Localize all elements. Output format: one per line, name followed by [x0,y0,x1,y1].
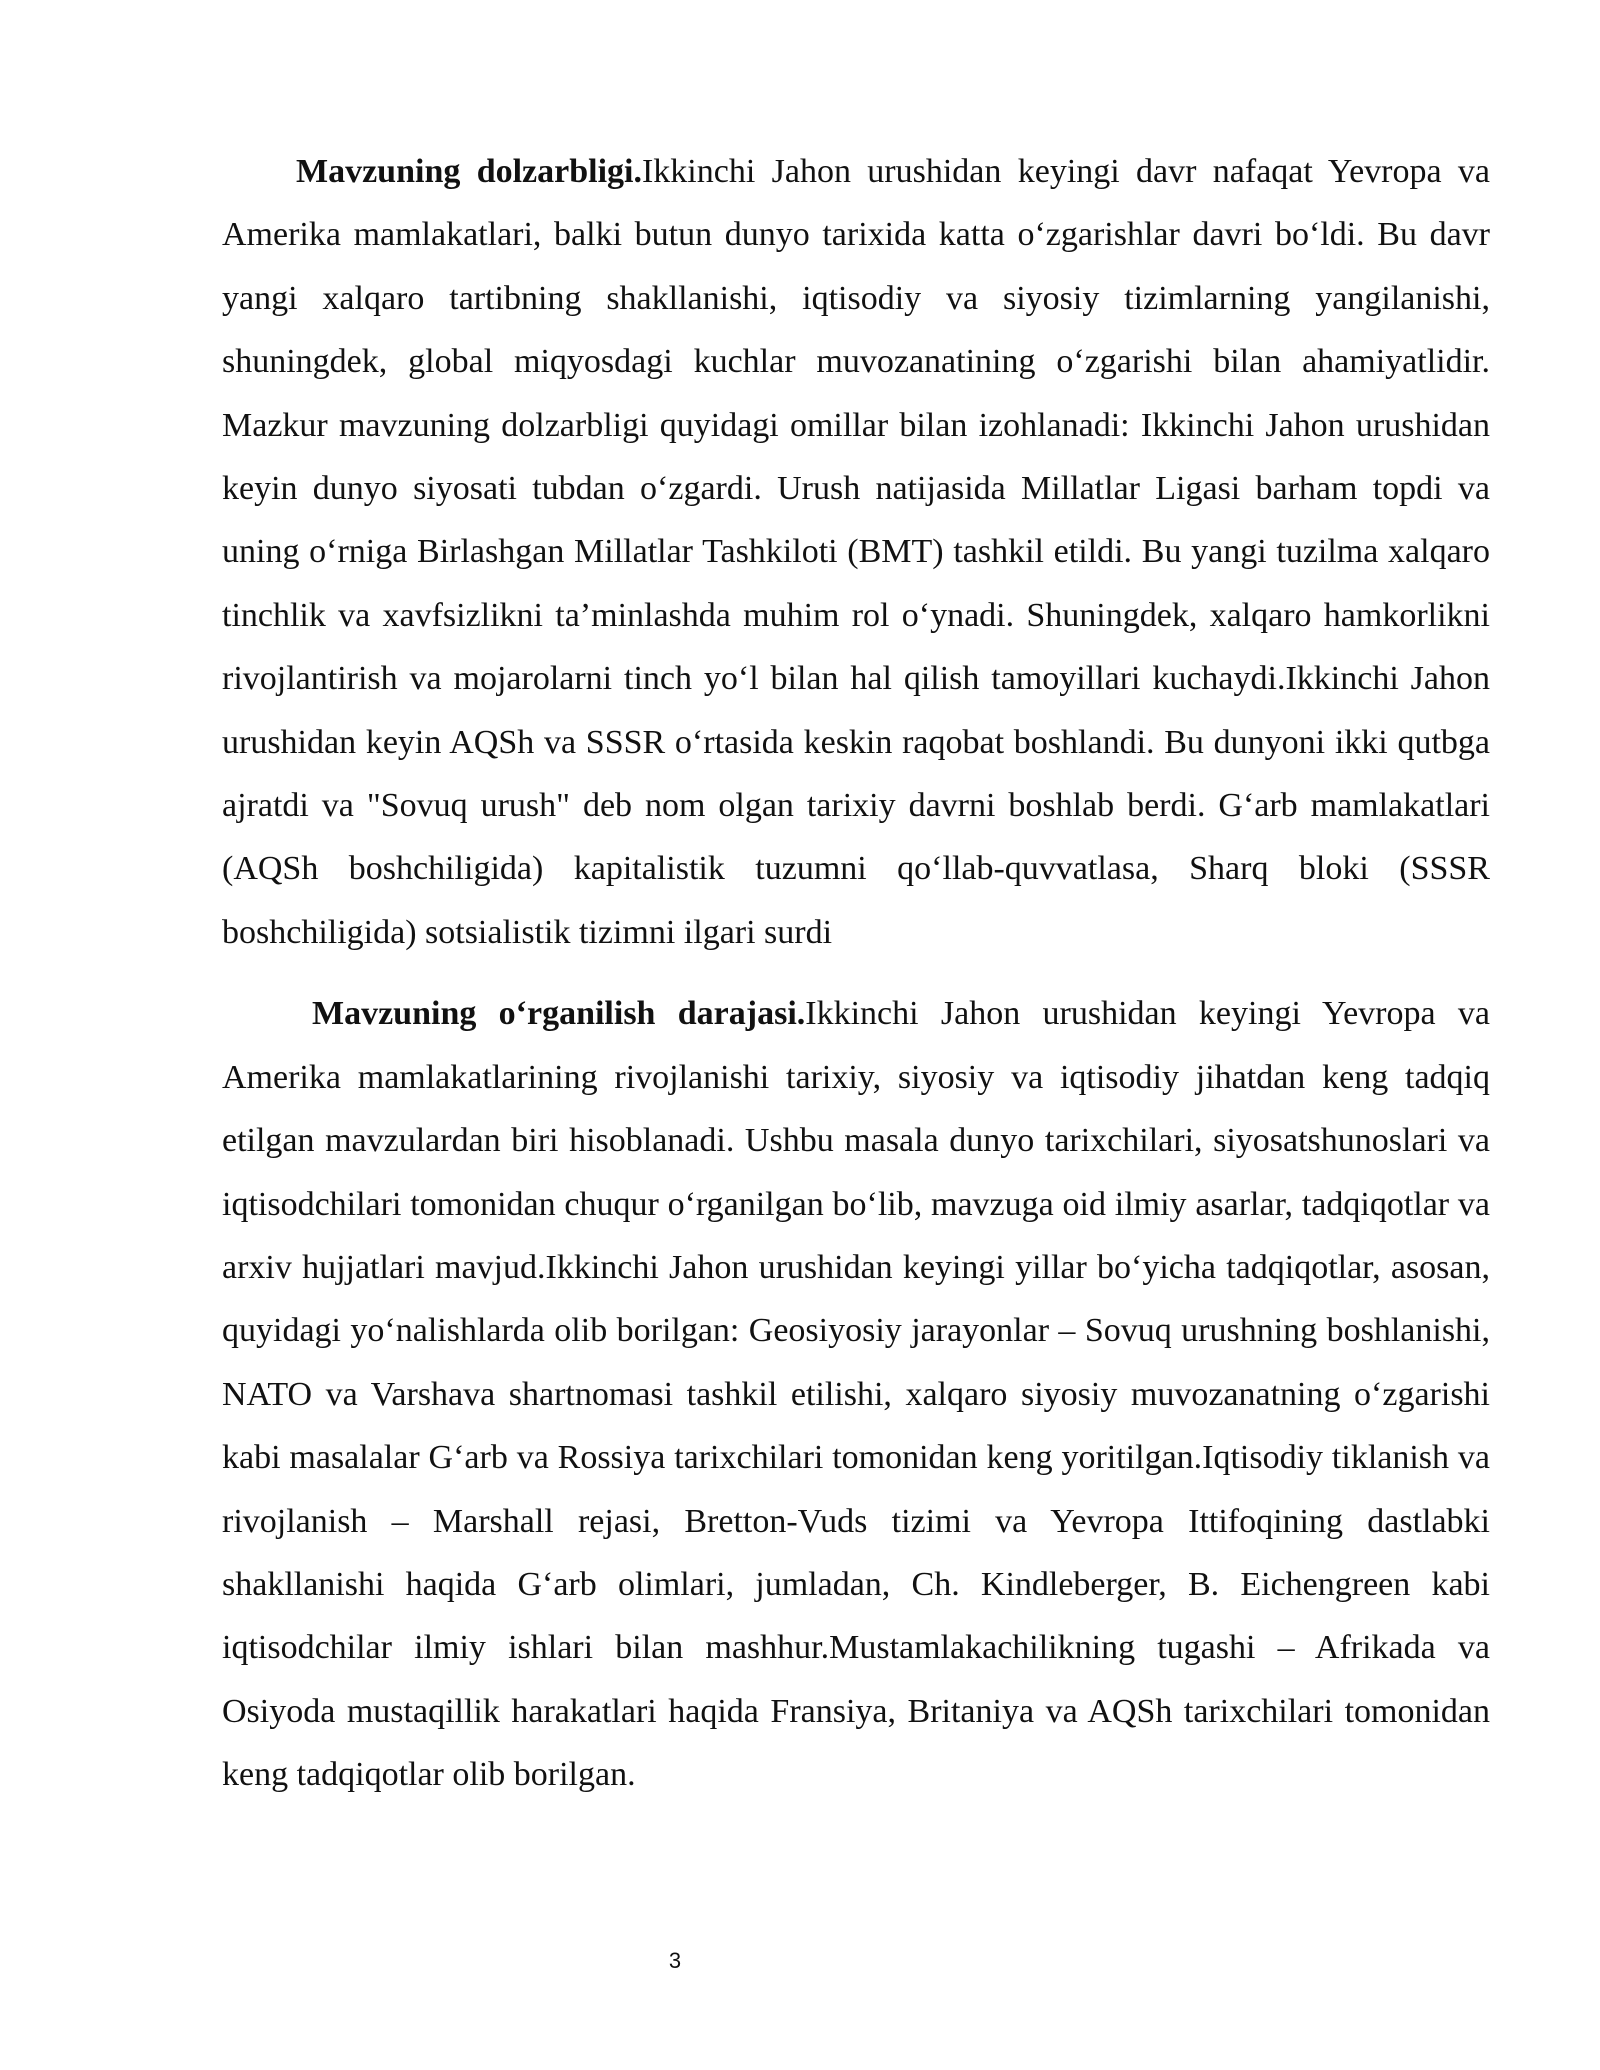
paragraph-heading-relevance: Mavzuning dolzarbligi. [296,153,642,190]
paragraph-relevance [222,140,1490,964]
page-number: 3 [668,1948,682,1973]
document-body [222,140,1490,1807]
paragraph-study-level [222,982,1490,1806]
paragraph-text-study-level: Ikkinchi Jahon urushidan keyingi Yevropa va Amerika mamlakatlarining rivojlanishi tarixiy, siyosiy va iqtisodiy jihatdan keng tadqiq etilgan mavzulardan biri hisoblanadi. Ushbu masala dunyo tarixchilari, siyosatshunoslari va iqtisodchilari tomonidan chuqur o‘rganilgan bo‘lib, mavzuga oid ilmiy asarlar, tadqiqotlar va arxiv hujjatlari mavjud.Ikkinchi Jahon urushidan keyingi yillar bo‘yicha tadqiqotlar, asosan, quyidagi yo‘nalishlarda olib borilgan: Geosiyosiy jarayonlar – Sovuq urushning boshlanishi, NATO va Varshava shartnomasi tashkil etilishi, xalqaro siyosiy muvozanatning o‘zgarishi kabi masalalar G‘arb va Rossiya tarixchilari tomonidan keng yoritilgan.Iqtisodiy tiklanish va rivojlanish – Marshall rejasi, Bretton-Vuds tizimi va Yevropa Ittifoqining dastlabki shakllanishi haqida G‘arb olimlari, jumladan, Ch. Kindleberger, B. Eichengreen kabi iqtisodchilar ilmiy ishlari bilan mashhur.Mustamlakachilikning tugashi – Afrikada va Osiyoda mustaqillik harakatlari haqida Fransiya, Britaniya va AQSh tarixchilari tomonidan keng tadqiqotlar olib borilgan. [222,995,1490,1794]
paragraph-heading-study-level: Mavzuning o‘rganilish darajasi. [312,995,806,1033]
paragraph-text-relevance: Ikkinchi Jahon urushidan keyingi davr nafaqat Yevropa va Amerika mamlakatlari, balki butun dunyo tarixida katta o‘zgarishlar davri bo‘ldi. Bu davr yangi xalqaro tartibning shakllanishi, iqtisodiy va siyosiy tizimlarning yangilanishi, shuningdek, global miqyosdagi kuchlar muvozanatining o‘zgarishi bilan ahamiyatlidir. Mazkur mavzuning dolzarbligi quyidagi omillar bilan izohlanadi: Ikkinchi Jahon urushidan keyin dunyo siyosati tubdan o‘zgardi. Urush natijasida Millatlar Ligasi barham topdi va uning o‘rniga Birlashgan Millatlar Tashkiloti (BMT) tashkil etildi. Bu yangi tuzilma xalqaro tinchlik va xavfsizlikni ta’minlashda muhim rol o‘ynadi. Shuningdek, xalqaro hamkorlikni rivojlantirish va mojarolarni tinch yo‘l bilan hal qilish tamoyillari kuchaydi.Ikkinchi Jahon urushidan keyin AQSh va SSSR o‘rtasida keskin raqobat boshlandi. Bu dunyoni ikki qutbga ajratdi va "Sovuq urush" deb nom olgan tarixiy davrni boshlab berdi. G‘arb mamlakatlari (AQSh boshchiligida) kapitalistik tuzumni qo‘llab-quvvatlasa, Sharq bloki (SSSR boshchiligida) sotsialistik tizimni ilgari surdi [222,153,1491,951]
